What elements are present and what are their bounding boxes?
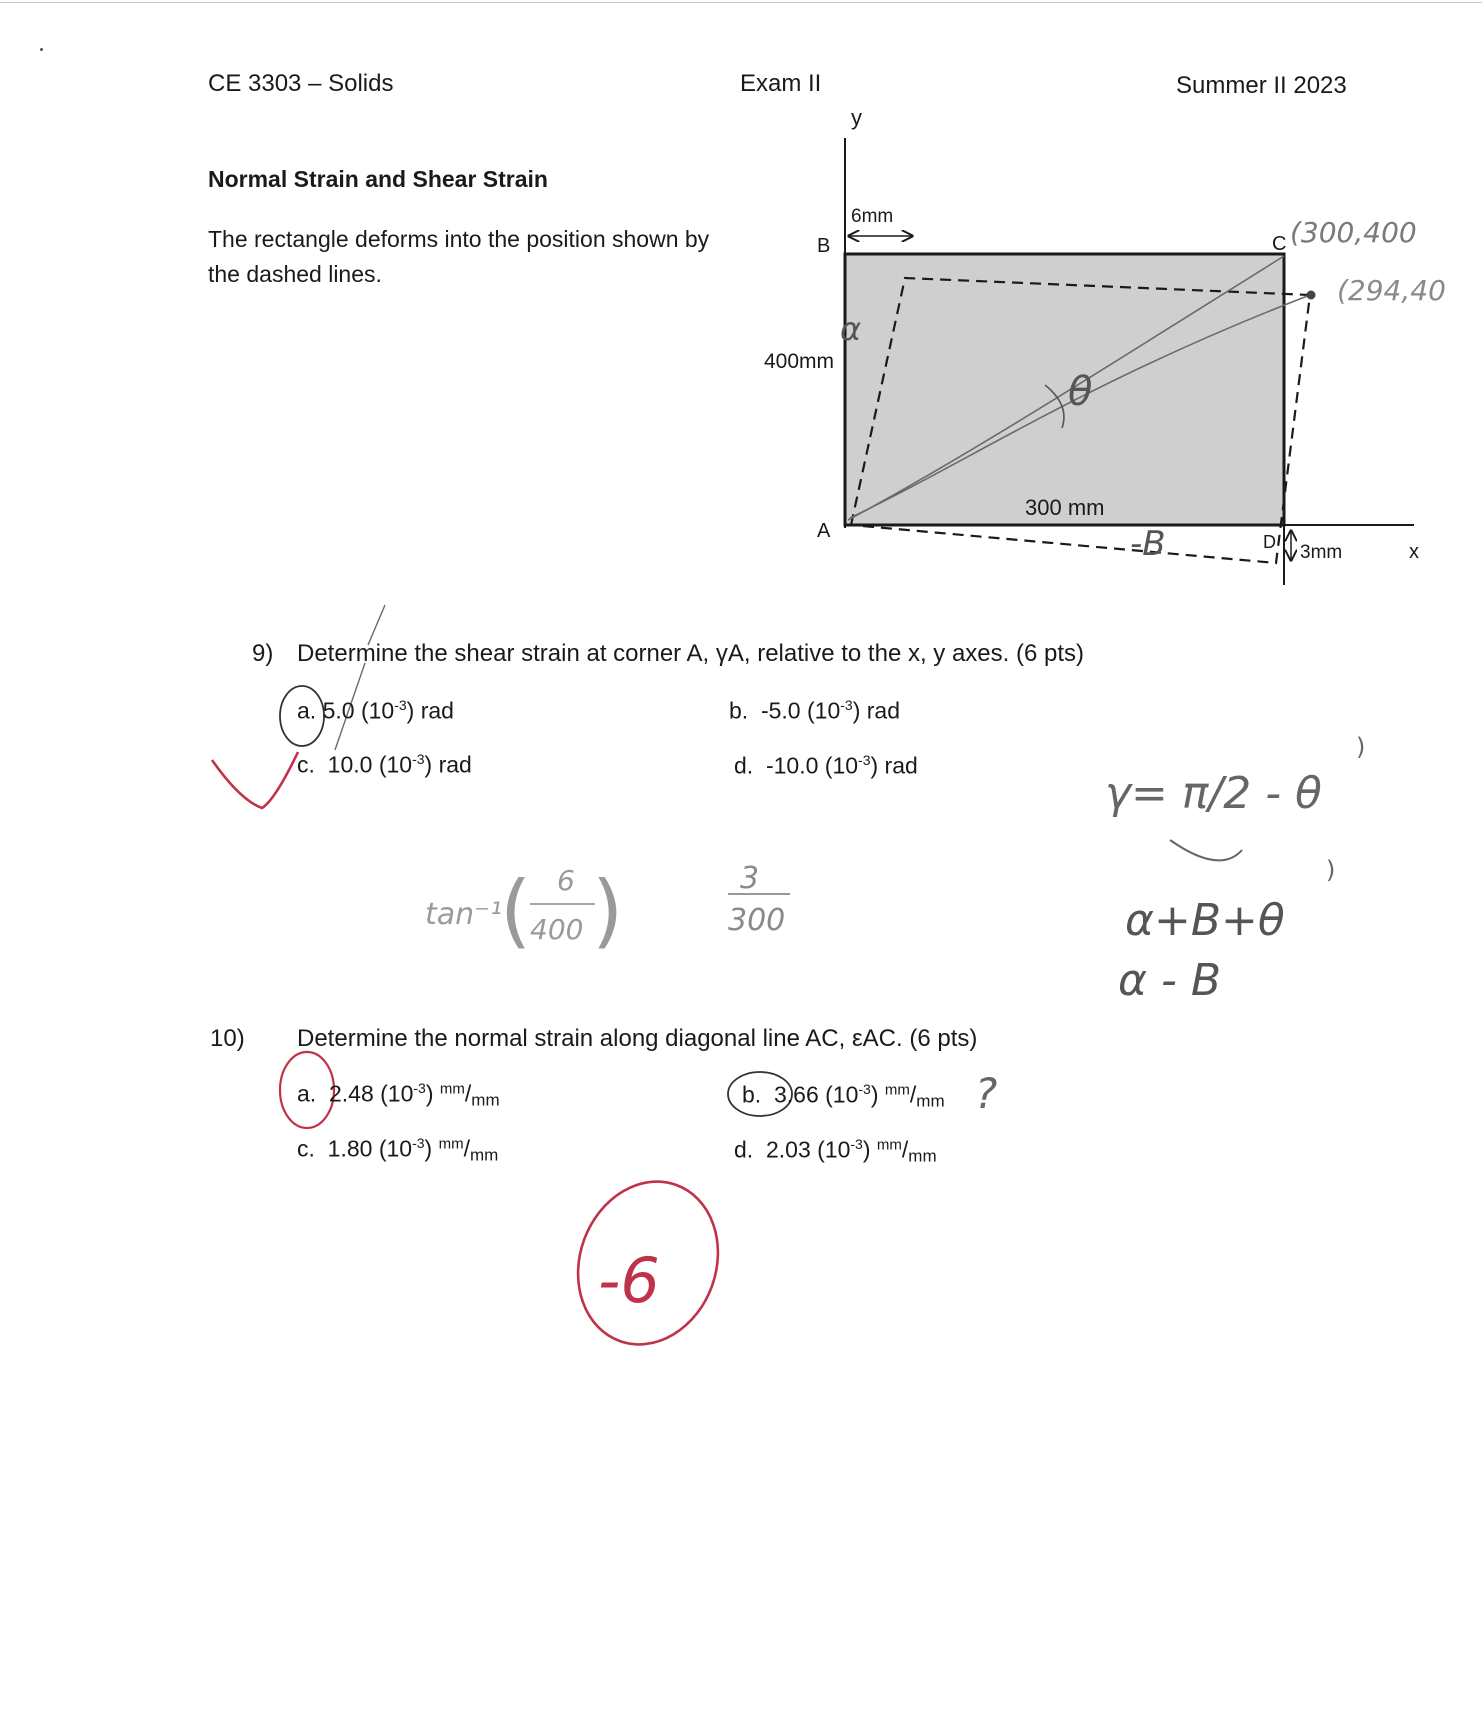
q10-option-a[interactable]: a. 2.48 $(10^{-3})$ $^{mm}$/mm [297, 1080, 500, 1110]
q9-option-a[interactable] [297, 697, 454, 725]
option-text: 2.48 (10 [328, 1080, 414, 1107]
hand-den-400: 400 [530, 913, 584, 946]
pencil-slash [335, 605, 385, 750]
option-letter: d. [734, 752, 754, 779]
option-exponent: -3 [858, 752, 871, 768]
option-text: -10.0 (10 [765, 752, 859, 779]
dim-width-label: 300 mm [1025, 495, 1105, 520]
hand-superscript-two: ) [1326, 856, 1336, 884]
q9-option-c[interactable] [297, 751, 472, 779]
hand-tan-fn: tan⁻¹ [425, 897, 503, 932]
option-text: 2.03 (10 [765, 1136, 851, 1163]
hand-theta: θ [1068, 369, 1093, 415]
option-letter: d. [734, 1136, 754, 1163]
option-unit-bottom: mm [469, 1145, 499, 1165]
option-tail: ) rad [406, 697, 454, 724]
option-letter: c. [297, 751, 315, 778]
hand-gamma-eq: γ= π/2 - θ [1105, 768, 1322, 819]
corner-a-label: A [817, 520, 831, 542]
option-letter: b. [742, 1081, 762, 1108]
hand-question-mark: ? [975, 1069, 998, 1118]
option-tail: ) rad [424, 751, 472, 778]
hand-beta: -B [1130, 524, 1166, 564]
option-exponent: -3 [850, 1136, 863, 1152]
option-unit-bottom: mm [471, 1090, 500, 1110]
q10-option-b[interactable]: b. 3.66 $(10^{-3})$ $^{mm}$/mm [742, 1081, 945, 1111]
hand-superscript-one: ) [1356, 733, 1366, 761]
hand-coord-moved: (294,40 [1337, 274, 1446, 307]
option-text: 3.66 (10 [773, 1081, 859, 1108]
option-unit-top: mm [876, 1136, 902, 1154]
option-unit-top: mm [438, 1135, 464, 1153]
hand-diff: α - B [1118, 955, 1222, 1006]
dim-top-label: 6mm [851, 206, 894, 227]
option-exponent: -3 [840, 697, 853, 713]
dim-height-label: 400mm [764, 350, 835, 373]
hand-den-300: 300 [728, 903, 786, 938]
axis-y-label: y [851, 105, 862, 130]
hand-underline-curve [1170, 840, 1242, 860]
hand-sum: α+B+θ [1125, 895, 1285, 946]
grader-checkmark [212, 752, 298, 808]
q9-text: Determine the shear strain at corner A, γA, relative to the x, y axes. (6 pts) [297, 640, 1085, 667]
option-unit-top: mm [884, 1081, 910, 1099]
q9-option-b[interactable] [729, 697, 900, 725]
q10-number: 10) [210, 1025, 245, 1052]
option-text: 5.0 (10 [322, 697, 395, 724]
hand-alpha: α [840, 310, 862, 348]
option-letter: c. [297, 1135, 315, 1162]
hand-paren-open: ( [500, 864, 532, 957]
option-tail: ) [862, 1136, 877, 1163]
option-tail: ) [425, 1080, 440, 1107]
option-exponent: -3 [413, 1080, 426, 1096]
option-exponent: -3 [412, 1135, 425, 1151]
term-title: Summer II 2023 [1176, 72, 1347, 99]
corner-d-label: D [1263, 532, 1276, 552]
moved-corner-dot [1307, 291, 1316, 300]
exam-title: Exam II [740, 70, 822, 97]
q9-number: 9) [252, 640, 274, 667]
hand-num-3: 3 [740, 861, 760, 896]
option-exponent: -3 [412, 751, 425, 767]
course-title: CE 3303 – Solids [208, 70, 394, 97]
q10-text: Determine the normal strain along diagonal line AC, εAC. (6 pts) [297, 1025, 978, 1052]
section-intro: The rectangle deforms into the position shown by the dashed lines. [208, 226, 710, 287]
option-letter: b. [729, 697, 749, 724]
score-value: -6 [598, 1244, 660, 1317]
option-letter: a. [297, 1080, 317, 1107]
option-tail: ) [424, 1135, 439, 1162]
option-unit-bottom: mm [908, 1146, 937, 1166]
q9-option-d[interactable] [734, 752, 918, 780]
hand-num-6: 6 [557, 864, 575, 897]
hand-paren-close: ) [592, 864, 624, 957]
axis-x-label: x [1409, 541, 1419, 563]
q10-option-c[interactable]: c. 1.80 $(10^{-3})$ $^{mm}$/mm [297, 1135, 499, 1165]
option-unit-bottom: mm [916, 1091, 945, 1111]
corner-b-label: B [817, 235, 831, 257]
option-text: 1.80 (10 [327, 1135, 413, 1162]
q10-option-d[interactable]: d. 2.03 $(10^{-3})$ $^{mm}$/mm [734, 1136, 937, 1166]
option-exponent: -3 [858, 1081, 871, 1097]
option-letter: a. [297, 697, 317, 724]
hand-coord-c: (300,400 [1290, 216, 1417, 249]
corner-c-label: C [1272, 233, 1287, 255]
option-exponent: -3 [394, 697, 407, 713]
option-text: -5.0 (10 [760, 697, 841, 724]
option-unit-top: mm [439, 1080, 465, 1098]
option-tail: ) rad [852, 697, 900, 724]
option-tail: ) [870, 1081, 885, 1108]
option-text: 10.0 (10 [327, 751, 413, 778]
dim-right-label: 3mm [1300, 542, 1343, 563]
section-title: Normal Strain and Shear Strain [208, 166, 548, 192]
option-tail: ) rad [870, 752, 918, 779]
